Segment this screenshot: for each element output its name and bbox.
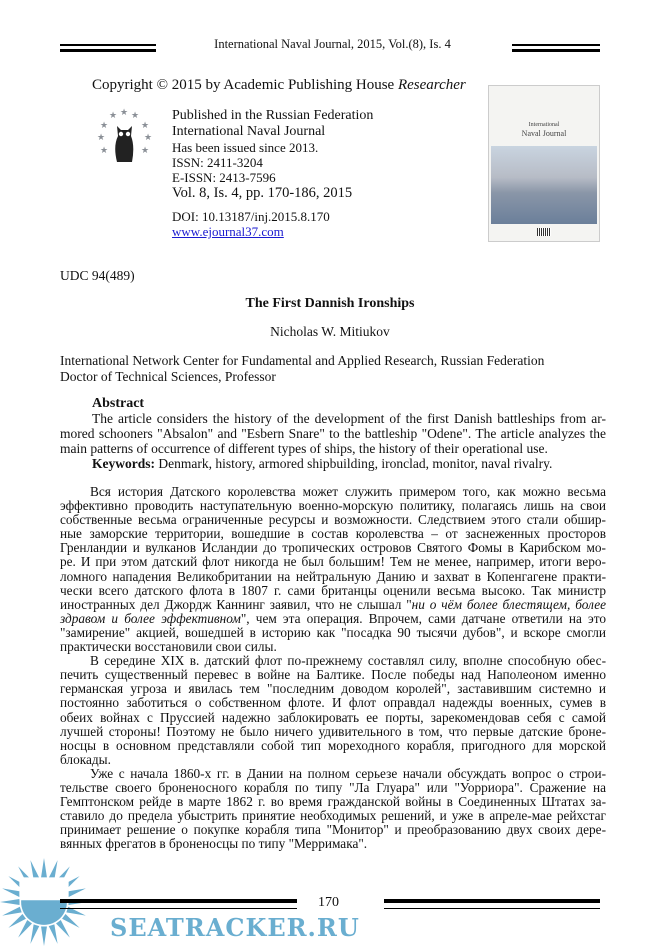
running-header: International Naval Journal, 2015, Vol.(8), Is. 4 bbox=[214, 37, 451, 51]
author-degree: Doctor of Technical Sciences, Professor bbox=[60, 369, 276, 384]
cover-painting bbox=[491, 146, 597, 224]
sun-ray bbox=[18, 920, 32, 938]
body-line: Вся история Датского королевства может служить примером того, как можно весьма bbox=[90, 484, 606, 499]
sun-ray bbox=[49, 924, 58, 943]
body-line: "замирение" акцией, вошедшей в историю как "посадка 90 тысячи дубов", и вскоре смогли bbox=[60, 624, 606, 640]
header-rule-right-thin bbox=[512, 49, 600, 52]
sun-ray bbox=[66, 888, 85, 897]
quote-italic: ни о чём более блестящем, более bbox=[411, 596, 606, 612]
keywords-line bbox=[60, 456, 606, 471]
sun-ray bbox=[30, 924, 39, 943]
body-line: В середине XIX в. датский флот по-прежнему составлял силу, вполне способную обес- bbox=[90, 653, 606, 669]
body-line: лучшей стороны! Поэтому не было ничего удивительного в том, что первые датские броне- bbox=[60, 723, 606, 739]
affiliation: International Network Center for Fundamental and Applied Research, Russian Federation bbox=[60, 353, 545, 368]
footer-rule-right-thick bbox=[384, 899, 600, 903]
sun-ray bbox=[30, 860, 39, 879]
volume-info: Vol. 8, Is. 4, pp. 170-186, 2015 bbox=[172, 185, 353, 201]
svg-text:★: ★ bbox=[130, 110, 140, 120]
svg-text:★: ★ bbox=[99, 120, 109, 130]
body-text-segment: иностранных дел Джордж Каннинг заявил, что не слышал " bbox=[60, 596, 412, 612]
body-line: вянных фрегатов в броненосцы по типу "Мерримака". bbox=[60, 836, 368, 852]
body-line: Гренландии и вулканов Исландии до тропических островов Святого Фомы в Карибском мо- bbox=[60, 540, 606, 556]
sun-ray bbox=[62, 914, 80, 928]
sun-ray bbox=[41, 926, 47, 946]
page-number: 170 bbox=[318, 895, 339, 910]
abstract-section bbox=[60, 396, 606, 471]
svg-text:★: ★ bbox=[140, 120, 150, 130]
sun-ray bbox=[41, 858, 47, 878]
body-paragraph bbox=[60, 654, 606, 767]
doi: DOI: 10.13187/inj.2015.8.170 bbox=[172, 209, 330, 224]
abstract-line: mored schooners "Absalon" and "Esbern Snare" to the battleship "Odene". The article analyzes the bbox=[60, 426, 606, 441]
body-line: носцы в основном представляли собой тип мореходного корабля, пригодного для морской bbox=[60, 737, 606, 753]
barcode-icon bbox=[537, 228, 551, 236]
body-line: печить существенный перевес в войне на Балтике. После победы над Наполеоном именно bbox=[60, 667, 606, 683]
sun-ray bbox=[56, 920, 70, 938]
body-line: ломного нападения Великобритании на нейтральную Данию и захват в Копенгагене практи- bbox=[60, 568, 606, 584]
publication-info bbox=[172, 108, 373, 239]
body-line: эффективно проводить наступательную военно-морскую политику, полагаясь лишь на свои bbox=[60, 498, 606, 514]
sun-ray bbox=[2, 907, 21, 916]
body-line: германская угроза и явилась тем "последним доводом королей", заставившим системно и bbox=[60, 681, 606, 697]
body-line: Гемптонском рейде в марте 1862 г. во время гражданской войны в Соединенных Штатах за- bbox=[60, 794, 606, 810]
article-author: Nicholas W. Mitiukov bbox=[270, 324, 390, 339]
svg-text:★: ★ bbox=[99, 145, 109, 155]
sun-ray bbox=[0, 899, 20, 905]
body-line: практически восстановили свои силы. bbox=[60, 639, 277, 655]
footer-rule-right-thin bbox=[384, 908, 600, 909]
eissn: E-ISSN: 2413-7596 bbox=[172, 170, 276, 185]
body-paragraph bbox=[60, 485, 606, 654]
seatracker-watermark: SEATRACKER.RU bbox=[110, 913, 360, 942]
owl-logo-icon bbox=[95, 106, 153, 168]
svg-text:★: ★ bbox=[96, 132, 106, 142]
quote-italic: здравом и более эффективном bbox=[60, 610, 241, 626]
keywords: Denmark, history, armored shipbuilding, ironclad, monitor, naval rivalry. bbox=[155, 456, 553, 471]
header-rule-left-thick bbox=[60, 44, 156, 46]
body-line: ные заморские территории, вошедшие в состав королевства – от заснеженных просторов bbox=[60, 526, 606, 542]
issued-since: Has been issued since 2013. bbox=[172, 140, 319, 155]
journal-website-link[interactable]: www.ejournal37.com bbox=[172, 224, 284, 239]
sun-ray bbox=[8, 914, 26, 928]
body-line: ставило до предела убыстрить принятие необходимых решений, и уже в апреле-мае рейхстаг bbox=[60, 808, 606, 824]
sun-ray bbox=[49, 860, 58, 879]
body-line: постоянно заботиться о собственном флоте. И флот оправдал надежды военных, сумев в bbox=[60, 695, 606, 711]
cover-title-line1: International bbox=[528, 122, 560, 128]
issn: ISSN: 2411-3204 bbox=[172, 155, 263, 170]
header-rule-right-thick bbox=[512, 44, 600, 46]
svg-text:★: ★ bbox=[119, 107, 129, 117]
copyright-text: Copyright © 2015 by Academic Publishing House bbox=[92, 77, 398, 93]
journal-name: International Naval Journal bbox=[172, 124, 326, 139]
body-line: обеих войнах с Пруссией надежно заблокировать ее порты, зарекомендовав себя с самой bbox=[60, 709, 606, 725]
author-affiliation bbox=[60, 353, 544, 385]
keywords-label: Keywords: bbox=[92, 456, 155, 471]
header-rule-left-thin bbox=[60, 49, 156, 52]
abstract-line: The article considers the history of the development of the first Danish battleships from ar- bbox=[92, 411, 606, 426]
body-line: принимает решение о покупке корабля типа "Монитор" и преобразованию двух своих дере- bbox=[60, 822, 606, 838]
publisher-name: Researcher bbox=[397, 77, 466, 93]
svg-text:★: ★ bbox=[140, 145, 150, 155]
body-paragraph bbox=[60, 767, 606, 852]
published-in: Published in the Russian Federation bbox=[172, 108, 374, 123]
abstract-heading: Abstract bbox=[92, 396, 145, 411]
udc-code: UDC 94(489) bbox=[60, 268, 135, 283]
svg-text:★: ★ bbox=[143, 132, 153, 142]
article-body bbox=[60, 485, 606, 851]
footer-rule-left-thin bbox=[60, 908, 297, 909]
body-line: чески всего датского флота в 1807 г. сами британцы оценили весьма высоко. Так министр bbox=[60, 582, 606, 598]
body-line: блокады. bbox=[60, 751, 111, 767]
article-title: The First Dannish Ironships bbox=[245, 296, 415, 311]
body-line bbox=[60, 612, 606, 626]
body-line: ре. И при этом датский флот никогда не был большим! Тем не менее, например, итоги веро- bbox=[60, 554, 606, 570]
body-text-segment: ", чем эта операция. Впрочем, сами датчане ответили на это bbox=[240, 610, 606, 626]
body-line: тельстве своего броненосного корабля по типу "Ла Глуара" или "Уорриора". Сражение на bbox=[60, 779, 606, 795]
body-line: Уже с начала 1860-х гг. в Дании на полном серьезе начали обсуждать вопрос о строи- bbox=[90, 765, 606, 781]
copyright-line bbox=[92, 77, 466, 94]
footer-rule-left-thick bbox=[60, 899, 297, 903]
sun-ray bbox=[2, 888, 21, 897]
svg-text:★: ★ bbox=[108, 110, 118, 120]
journal-cover-image bbox=[488, 85, 600, 242]
body-line: собственные весьма ограниченные ресурсы и возможности. Следствием этого стали обшир- bbox=[60, 512, 606, 528]
abstract-line: main patterns of occurrence of different types of ships, the history of their operational use. bbox=[60, 441, 548, 456]
body-line bbox=[60, 598, 606, 612]
cover-title-line2: Naval Journal bbox=[521, 129, 567, 138]
